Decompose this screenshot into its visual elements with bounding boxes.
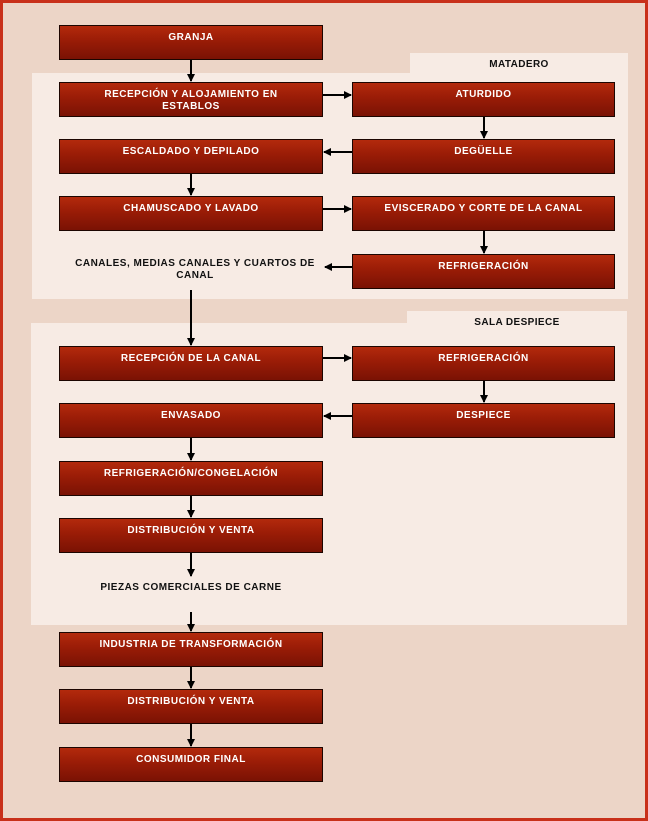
matadero-label: MATADERO — [489, 59, 549, 70]
node-recepcion-canal: RECEPCIÓN DE LA CANAL — [59, 346, 323, 381]
node-despiece: DESPIECE — [352, 403, 615, 438]
node-eviscerado: EVISCERADO Y CORTE DE LA CANAL — [352, 196, 615, 231]
node-chamuscado: CHAMUSCADO Y LAVADO — [59, 196, 323, 231]
node-industria: INDUSTRIA DE TRANSFORMACIÓN — [59, 632, 323, 667]
node-aturdido: ATURDIDO — [352, 82, 615, 117]
sala-despiece-label: SALA DESPIECE — [474, 317, 560, 328]
node-escaldado: ESCALDADO Y DEPILADO — [59, 139, 323, 174]
node-piezas: PIEZAS COMERCIALES DE CARNE — [100, 582, 282, 593]
node-distribucion-1: DISTRIBUCIÓN Y VENTA — [59, 518, 323, 553]
node-deguello: DEGÜELLE — [352, 139, 615, 174]
node-consumidor: CONSUMIDOR FINAL — [59, 747, 323, 782]
node-distribucion-2: DISTRIBUCIÓN Y VENTA — [59, 689, 323, 724]
node-canales: CANALES, MEDIAS CANALES Y CUARTOS DE CANAL — [75, 258, 315, 281]
node-refrigeracion-1: REFRIGERACIÓN — [352, 254, 615, 289]
node-refrig-congelacion: REFRIGERACIÓN/CONGELACIÓN — [59, 461, 323, 496]
node-refrigeracion-2: REFRIGERACIÓN — [352, 346, 615, 381]
node-granja: GRANJA — [59, 25, 323, 60]
node-recepcion-alojamiento: RECEPCIÓN Y ALOJAMIENTO EN ESTABLOS — [59, 82, 323, 117]
node-envasado: ENVASADO — [59, 403, 323, 438]
